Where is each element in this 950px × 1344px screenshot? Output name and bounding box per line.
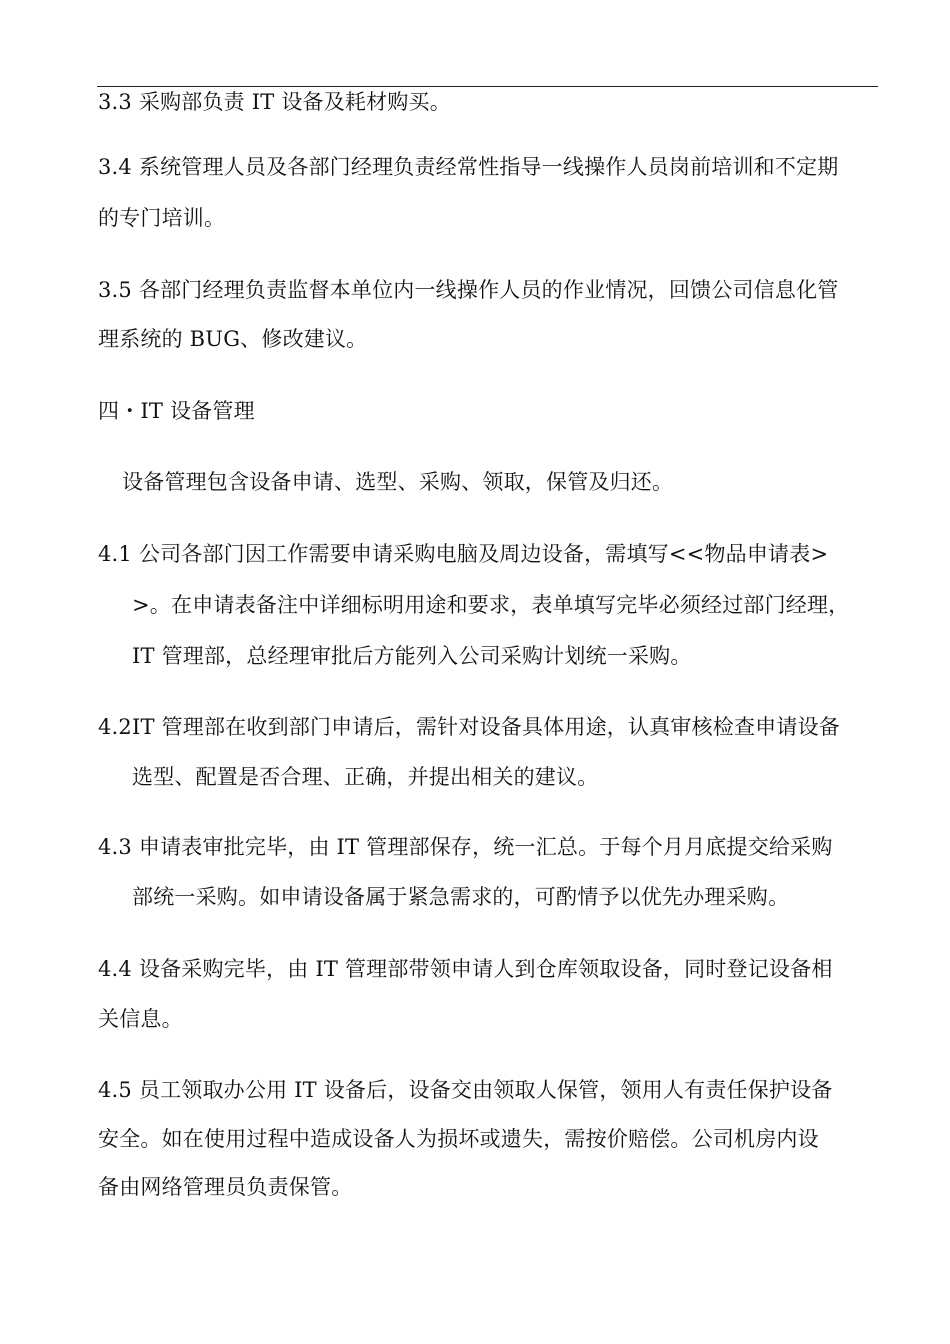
text-line: 部统一采购。如申请设备属于紧急需求的，可酌情予以优先办理采购。 bbox=[132, 885, 790, 909]
text-line: 的专门培训。 bbox=[98, 206, 226, 230]
text-line: 4.2IT 管理部在收到部门申请后，需针对设备具体用途，认真审核检查申请设备 bbox=[98, 715, 840, 739]
header-rule bbox=[97, 86, 878, 87]
text-line: 4.5 员工领取办公用 IT 设备后，设备交由领取人保管，领用人有责任保护设备 bbox=[98, 1078, 833, 1102]
text-line: 4.3 申请表审批完毕，由 IT 管理部保存，统一汇总。于每个月月底提交给采购 bbox=[98, 835, 833, 859]
text-line: 3.5 各部门经理负责监督本单位内一线操作人员的作业情况，回馈公司信息化管 bbox=[98, 278, 839, 302]
section-heading: 四・IT 设备管理 bbox=[98, 399, 255, 423]
text-line: 4.1 公司各部门因工作需要申请采购电脑及周边设备，需填写<<物品申请表> bbox=[98, 542, 829, 566]
text-line: 设备管理包含设备申请、选型、采购、领取，保管及归还。 bbox=[122, 470, 674, 494]
text-line: 4.4 设备采购完毕，由 IT 管理部带领申请人到仓库领取设备，同时登记设备相 bbox=[98, 957, 833, 981]
text-line: >。在申请表备注中详细标明用途和要求，表单填写完毕必须经过部门经理， bbox=[132, 593, 850, 617]
text-line: IT 管理部，总经理审批后方能列入公司采购计划统一采购。 bbox=[132, 644, 692, 668]
text-line: 备由网络管理员负责保管。 bbox=[98, 1175, 353, 1199]
text-line: 关信息。 bbox=[98, 1007, 183, 1031]
text-line: 安全。如在使用过程中造成设备人为损坏或遗失，需按价赔偿。公司机房内设 bbox=[98, 1127, 819, 1151]
text-line: 选型、配置是否合理、正确，并提出相关的建议。 bbox=[132, 765, 599, 789]
text-line: 理系统的 BUG、修改建议。 bbox=[98, 327, 368, 351]
text-line: 3.4 系统管理人员及各部门经理负责经常性指导一线操作人员岗前培训和不定期 bbox=[98, 155, 839, 179]
text-line: 3.3 采购部负责 IT 设备及耗材购买。 bbox=[98, 90, 451, 114]
